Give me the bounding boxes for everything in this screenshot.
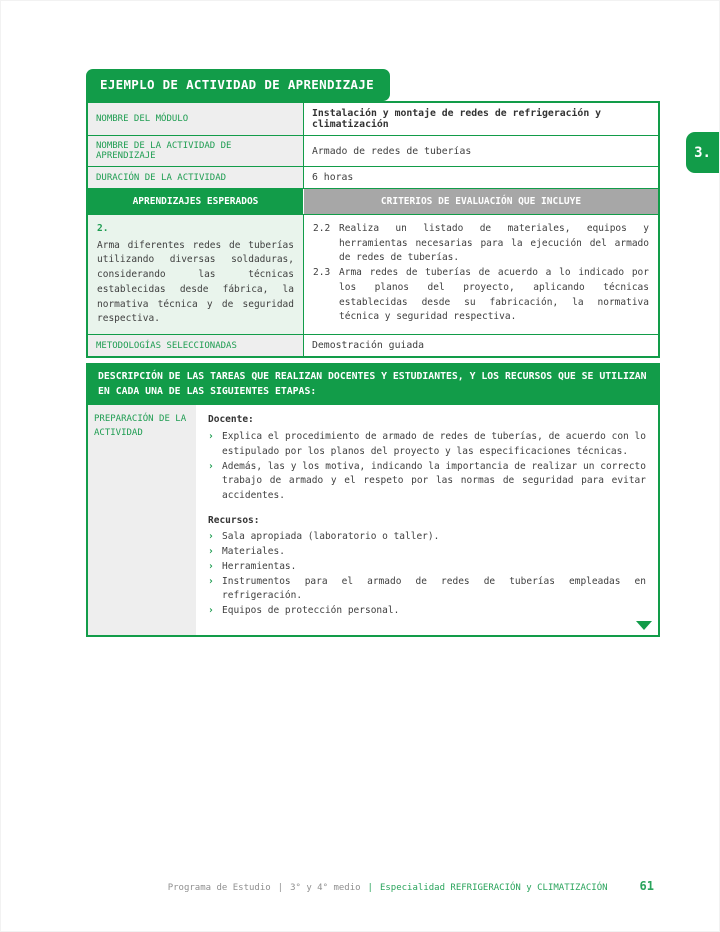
page-number: 61 xyxy=(639,879,654,893)
footer-specialty: Especialidad REFRIGERACIÓN y CLIMATIZACIÓN xyxy=(379,883,608,893)
module-value: Instalación y montaje de redes de refrigeración y climatización xyxy=(303,103,658,135)
duration-value: 6 horas xyxy=(303,167,658,188)
list-item xyxy=(208,430,646,459)
continuation-arrow-icon xyxy=(636,621,652,630)
learning-text: Arma diferentes redes de tuberías utilizando diversas soldaduras, considerando las técnicas establecidas desde fábrica, la normativa técnica y de seguridad respectiva. xyxy=(97,239,294,325)
page-footer xyxy=(168,879,654,893)
docente-list xyxy=(208,430,646,504)
activity-name-value: Armado de redes de tuberías xyxy=(303,136,658,166)
activity-title: EJEMPLO DE ACTIVIDAD DE APRENDIZAJE xyxy=(86,69,390,101)
criteria-text: Realiza un listado de materiales, equipos y herramientas necesarias para la ejecución del armado de redes de tuberías. xyxy=(339,223,649,264)
learning-header: APRENDIZAJES ESPERADOS xyxy=(88,189,303,214)
learning-number: 2. xyxy=(97,223,109,234)
activity-name-label: NOMBRE DE LA ACTIVIDAD DE APRENDIZAJE xyxy=(88,136,303,166)
criteria-number: 2.2 xyxy=(313,223,331,234)
footer-separator: | xyxy=(277,883,284,893)
list-item xyxy=(208,575,646,604)
criteria-header: CRITERIOS DE EVALUACIÓN QUE INCLUYE xyxy=(303,189,658,214)
list-item xyxy=(208,560,646,575)
chevron-bullet-icon: › xyxy=(208,575,214,587)
preparation-content xyxy=(196,405,658,634)
methodology-label: METODOLOGÍAS SELECCIONADAS xyxy=(88,335,303,356)
list-item xyxy=(208,545,646,560)
recursos-heading: Recursos: xyxy=(208,514,260,526)
list-item xyxy=(208,530,646,545)
chevron-bullet-icon: › xyxy=(208,546,214,558)
description-table xyxy=(86,363,660,637)
activity-sheet xyxy=(86,69,660,637)
docente-item-text: Explica el procedimiento de armado de redes de tuberías, de acuerdo con lo estipulado por los planos del proyecto y las especificaciones técnicas. xyxy=(222,431,646,457)
recursos-item-text: Equipos de protección personal. xyxy=(222,605,400,617)
criteria-item xyxy=(313,266,649,325)
criteria-cell xyxy=(303,215,658,334)
duration-label: DURACIÓN DE LA ACTIVIDAD xyxy=(88,167,303,188)
learning-criteria-row xyxy=(88,214,658,334)
footer-separator: | xyxy=(367,883,373,893)
table-row-duration xyxy=(88,166,658,188)
recursos-item-text: Herramientas. xyxy=(222,560,297,572)
docente-item-text: Además, las y los motiva, indicando la importancia de realizar un correcto trabajo de armado y el respeto por las normas de seguridad para evitar accidentes. xyxy=(222,460,646,501)
chevron-bullet-icon: › xyxy=(208,531,214,543)
recursos-item-text: Instrumentos para el armado de redes de tuberías empleadas en refrigeración. xyxy=(222,575,646,602)
criteria-text: Arma redes de tuberías de acuerdo a lo indicado por los planos del proyecto, aplicando técnicas establecidas desde su fabricación, la normativa técnica y seguridad respectiva. xyxy=(339,267,649,323)
criteria-item xyxy=(313,222,649,266)
chevron-bullet-icon: › xyxy=(208,431,214,443)
footer-grade: 3° y 4° medio xyxy=(290,883,361,893)
activity-table xyxy=(86,101,660,358)
list-item xyxy=(208,604,646,619)
preparation-label: PREPARACIÓN DE LA ACTIVIDAD xyxy=(88,405,196,634)
description-banner: DESCRIPCIÓN DE LAS TAREAS QUE REALIZAN DOCENTES Y ESTUDIANTES, Y LOS RECURSOS QUE SE UTILIZAN EN CADA UNA DE LAS SIGUIENTES ETAPAS: xyxy=(88,365,658,405)
module-label: NOMBRE DEL MÓDULO xyxy=(88,103,303,135)
methodology-value: Demostración guiada xyxy=(303,335,658,356)
chevron-bullet-icon: › xyxy=(208,605,214,617)
chevron-bullet-icon: › xyxy=(208,460,214,472)
preparation-row xyxy=(88,405,658,634)
list-item xyxy=(208,460,646,504)
recursos-list xyxy=(208,530,646,618)
chapter-tab: 3. xyxy=(686,132,719,173)
criteria-number: 2.3 xyxy=(313,267,331,279)
table-row-activity-name xyxy=(88,135,658,166)
recursos-item-text: Sala apropiada (laboratorio o taller). xyxy=(222,531,440,543)
table-row-module xyxy=(88,103,658,135)
recursos-item-text: Materiales. xyxy=(222,546,285,558)
docente-heading: Docente: xyxy=(208,414,254,426)
chevron-bullet-icon: › xyxy=(208,560,214,572)
table-header-row xyxy=(88,188,658,214)
footer-program: Programa de Estudio xyxy=(167,883,271,893)
learning-cell xyxy=(88,215,303,334)
table-row-methodology xyxy=(88,334,658,356)
